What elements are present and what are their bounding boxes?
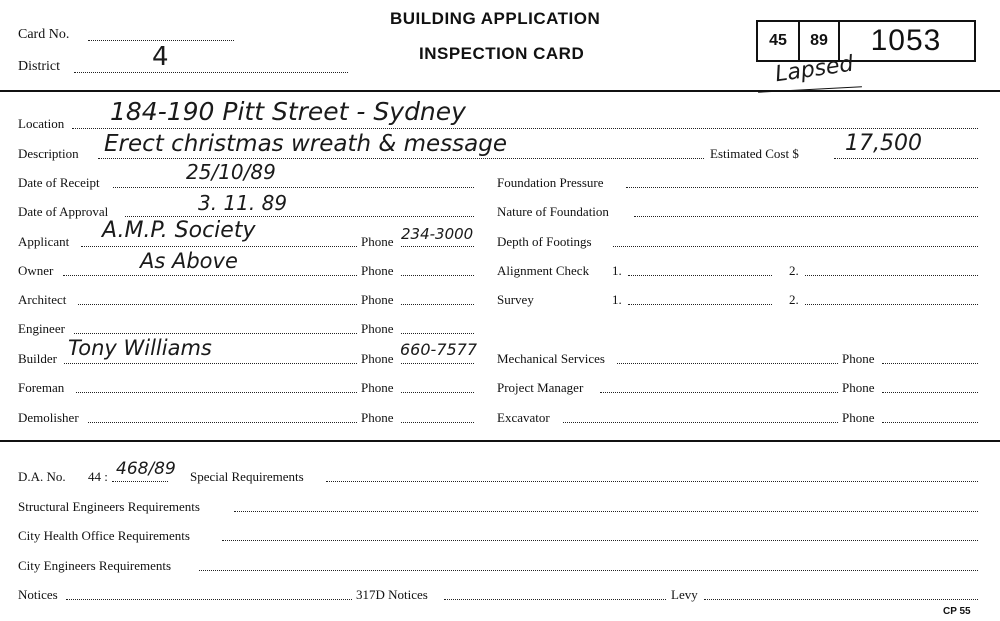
survey-field-2[interactable] bbox=[805, 304, 978, 305]
district-field[interactable] bbox=[74, 72, 348, 73]
city-engineers-field[interactable] bbox=[199, 570, 978, 571]
card-no-field[interactable] bbox=[88, 40, 234, 41]
engineer-phone-field[interactable] bbox=[401, 333, 474, 334]
date-of-approval-label: Date of Approval bbox=[18, 204, 109, 219]
excavator-phone-label: Phone bbox=[842, 410, 875, 425]
applicant-phone-field[interactable] bbox=[401, 246, 474, 247]
box-code1: 45 bbox=[758, 22, 800, 60]
survey-num2: 2. bbox=[789, 292, 799, 307]
estimated-cost-label: Estimated Cost $ bbox=[710, 146, 799, 161]
applicant-label: Applicant bbox=[18, 234, 70, 249]
notices-317d-label: 317D Notices bbox=[356, 587, 428, 602]
demolisher-label: Demolisher bbox=[18, 410, 79, 425]
engineer-field[interactable] bbox=[74, 333, 357, 334]
architect-phone-field[interactable] bbox=[401, 304, 474, 305]
box-code2: 89 bbox=[800, 22, 840, 60]
alignment-check-field-1[interactable] bbox=[628, 275, 772, 276]
alignment-check-label: Alignment Check bbox=[497, 263, 590, 278]
builder-field[interactable] bbox=[64, 363, 357, 364]
applicant-value: A.M.P. Society bbox=[102, 218, 256, 243]
project-manager-label: Project Manager bbox=[497, 380, 584, 395]
survey-label: Survey bbox=[497, 292, 534, 307]
location-value: 184-190 Pitt Street - Sydney bbox=[110, 97, 466, 126]
engineer-phone-label: Phone bbox=[361, 321, 394, 336]
foreman-phone-label: Phone bbox=[361, 380, 394, 395]
notices-label: Notices bbox=[18, 587, 58, 602]
owner-label: Owner bbox=[18, 263, 54, 278]
date-of-receipt-field[interactable] bbox=[113, 187, 474, 188]
levy-label: Levy bbox=[671, 587, 698, 602]
district-value: 4 bbox=[152, 42, 169, 72]
district-label: District bbox=[18, 59, 60, 74]
city-health-field[interactable] bbox=[222, 540, 978, 541]
depth-of-footings-field[interactable] bbox=[613, 246, 978, 247]
header-divider bbox=[0, 90, 1000, 92]
survey-num1: 1. bbox=[612, 292, 622, 307]
city-health-label: City Health Office Requirements bbox=[18, 528, 190, 543]
date-of-approval-value: 3. 11. 89 bbox=[198, 191, 288, 215]
mechanical-services-phone-field[interactable] bbox=[882, 363, 978, 364]
estimated-cost-field[interactable] bbox=[834, 158, 978, 159]
applicant-field[interactable] bbox=[81, 246, 357, 247]
da-no-field[interactable] bbox=[112, 481, 168, 482]
card-no-label: Card No. bbox=[18, 27, 70, 42]
application-number-box bbox=[756, 20, 976, 62]
description-field[interactable] bbox=[98, 158, 704, 159]
estimated-cost-value: 17,500 bbox=[845, 131, 922, 156]
da-value: 468/89 bbox=[116, 459, 176, 479]
alignment-check-num1: 1. bbox=[612, 263, 622, 278]
owner-field[interactable] bbox=[63, 275, 357, 276]
notices-317d-field[interactable] bbox=[444, 599, 666, 600]
foundation-pressure-label: Foundation Pressure bbox=[497, 175, 604, 190]
survey-field-1[interactable] bbox=[628, 304, 772, 305]
alignment-check-field-2[interactable] bbox=[805, 275, 978, 276]
description-value: Erect christmas wreath & message bbox=[104, 131, 508, 157]
details-divider bbox=[0, 440, 1000, 442]
date-of-receipt-value: 25/10/89 bbox=[186, 160, 276, 184]
box-number: 1053 bbox=[870, 24, 942, 57]
builder-phone-value: 660-7577 bbox=[400, 340, 478, 359]
owner-phone-label: Phone bbox=[361, 263, 394, 278]
structural-engineers-label: Structural Engineers Requirements bbox=[18, 499, 200, 514]
date-of-approval-field[interactable] bbox=[125, 216, 474, 217]
architect-label: Architect bbox=[18, 292, 67, 307]
owner-phone-field[interactable] bbox=[401, 275, 474, 276]
da-prefix: 44 : bbox=[88, 469, 108, 484]
project-manager-field[interactable] bbox=[600, 392, 838, 393]
foundation-pressure-field[interactable] bbox=[626, 187, 978, 188]
mechanical-services-phone-label: Phone bbox=[842, 351, 875, 366]
excavator-field[interactable] bbox=[563, 422, 838, 423]
foreman-phone-field[interactable] bbox=[401, 392, 474, 393]
city-engineers-label: City Engineers Requirements bbox=[18, 558, 172, 573]
structural-engineers-field[interactable] bbox=[234, 511, 978, 512]
mechanical-services-field[interactable] bbox=[617, 363, 838, 364]
location-label: Location bbox=[18, 116, 65, 131]
engineer-label: Engineer bbox=[18, 321, 65, 336]
applicant-phone-value: 234-3000 bbox=[401, 225, 474, 243]
da-no-label: D.A. No. bbox=[18, 469, 66, 484]
project-manager-phone-label: Phone bbox=[842, 380, 875, 395]
foreman-field[interactable] bbox=[76, 392, 357, 393]
excavator-phone-field[interactable] bbox=[882, 422, 978, 423]
architect-field[interactable] bbox=[78, 304, 357, 305]
levy-field[interactable] bbox=[704, 599, 978, 600]
applicant-phone-label: Phone bbox=[361, 234, 394, 249]
builder-phone-label: Phone bbox=[361, 351, 394, 366]
demolisher-phone-label: Phone bbox=[361, 410, 394, 425]
card-title-line1: BUILDING APPLICATION bbox=[390, 9, 601, 28]
lapsed-stamp: Lapsed bbox=[773, 51, 855, 88]
builder-label: Builder bbox=[18, 351, 57, 366]
demolisher-phone-field[interactable] bbox=[401, 422, 474, 423]
card-title-line2: INSPECTION CARD bbox=[419, 44, 585, 63]
special-requirements-label: Special Requirements bbox=[190, 469, 304, 484]
owner-value: As Above bbox=[140, 249, 238, 273]
date-of-receipt-label: Date of Receipt bbox=[18, 175, 100, 190]
depth-of-footings-label: Depth of Footings bbox=[497, 234, 592, 249]
builder-value: Tony Williams bbox=[68, 336, 212, 360]
mechanical-services-label: Mechanical Services bbox=[497, 351, 605, 366]
excavator-label: Excavator bbox=[497, 410, 550, 425]
nature-of-foundation-field[interactable] bbox=[634, 216, 978, 217]
location-field[interactable] bbox=[72, 128, 978, 129]
special-requirements-field[interactable] bbox=[326, 481, 978, 482]
project-manager-phone-field[interactable] bbox=[882, 392, 978, 393]
alignment-check-num2: 2. bbox=[789, 263, 799, 278]
foreman-label: Foreman bbox=[18, 380, 65, 395]
builder-phone-field[interactable] bbox=[401, 363, 474, 364]
architect-phone-label: Phone bbox=[361, 292, 394, 307]
description-label: Description bbox=[18, 146, 79, 161]
demolisher-field[interactable] bbox=[88, 422, 357, 423]
nature-of-foundation-label: Nature of Foundation bbox=[497, 204, 609, 219]
notices-field[interactable] bbox=[66, 599, 352, 600]
form-code: CP 55 bbox=[943, 606, 971, 617]
